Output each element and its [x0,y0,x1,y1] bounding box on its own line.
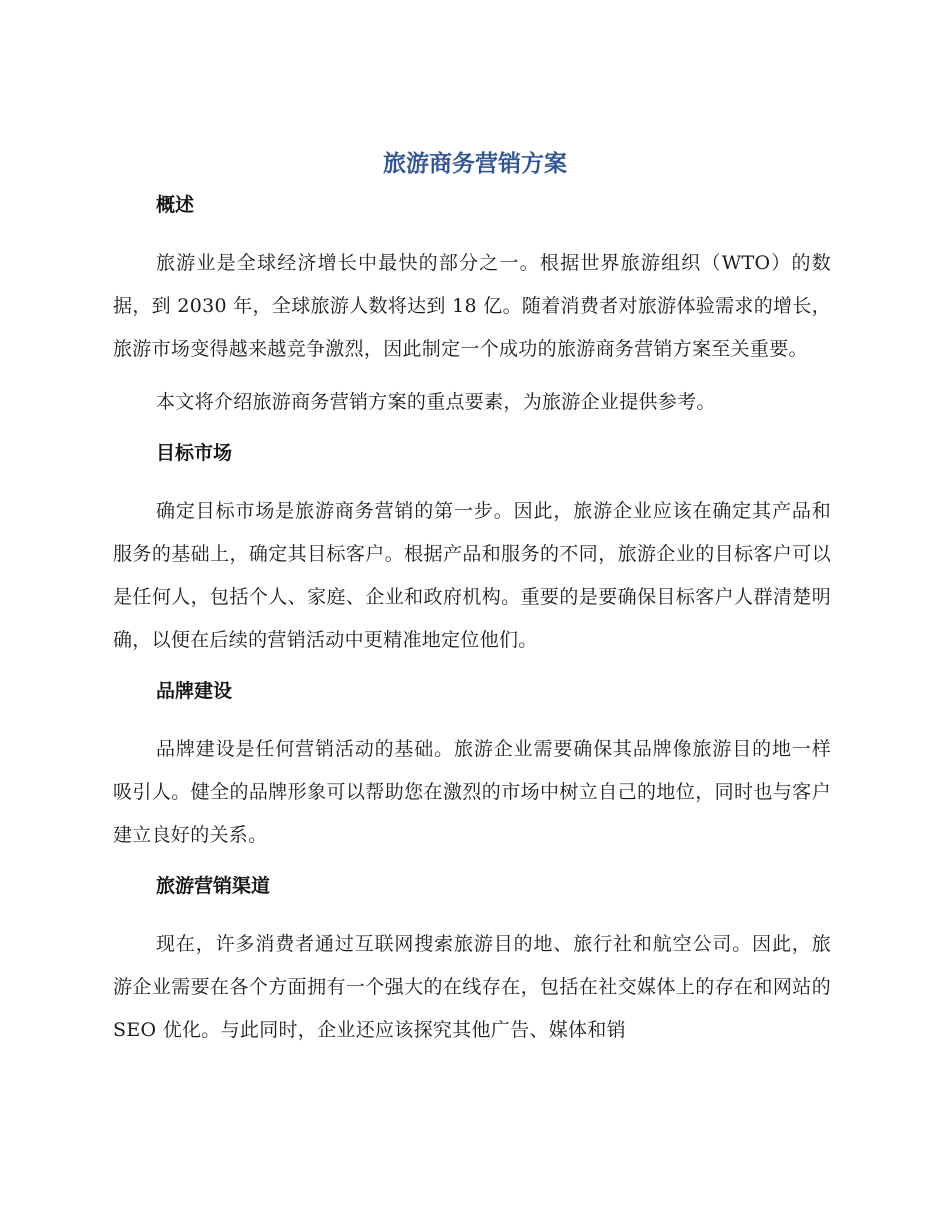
document-body [113,188,831,1052]
section-heading-brand-building: 品牌建设 [156,680,233,702]
section-heading-marketing-channels: 旅游营销渠道 [156,875,271,897]
paragraph: 旅游业是全球经济增长中最快的部分之一。根据世界旅游组织（WTO）的数据，到 2030 年，全球旅游人数将达到 18 亿。随着消费者对旅游体验需求的增长，旅游市场变得越来越竞争激烈，因此制定一个成功的旅游商务营销方案至关重要。 [113,252,831,360]
section-heading-overview: 概述 [156,194,195,216]
paragraph: 品牌建设是任何营销活动的基础。旅游企业需要确保其品牌像旅游目的地一样吸引人。健全的品牌形象可以帮助您在激烈的市场中树立自己的地位，同时也与客户建立良好的关系。 [113,738,831,846]
paragraph: 确定目标市场是旅游商务营销的第一步。因此，旅游企业应该在确定其产品和服务的基础上，确定其目标客户。根据产品和服务的不同，旅游企业的目标客户可以是任何人，包括个人、家庭、企业和政府机构。重要的是要确保目标客户人群清楚明确，以便在后续的营销活动中更精准地定位他们。 [113,500,831,651]
section-brand-building [113,674,831,857]
section-heading-target-market: 目标市场 [156,442,233,464]
section-overview [113,188,831,424]
section-target-market [113,436,831,662]
document-title: 旅游商务营销方案 [383,151,567,177]
section-marketing-channels [113,869,831,1052]
paragraph: 本文将介绍旅游商务营销方案的重点要素，为旅游企业提供参考。 [156,391,716,413]
paragraph: 现在，许多消费者通过互联网搜索旅游目的地、旅行社和航空公司。因此，旅游企业需要在各个方面拥有一个强大的在线存在，包括在社交媒体上的存在和网站的 SEO 优化。与此同时，企业还应该探究其他广告、媒体和销 [113,933,831,1041]
